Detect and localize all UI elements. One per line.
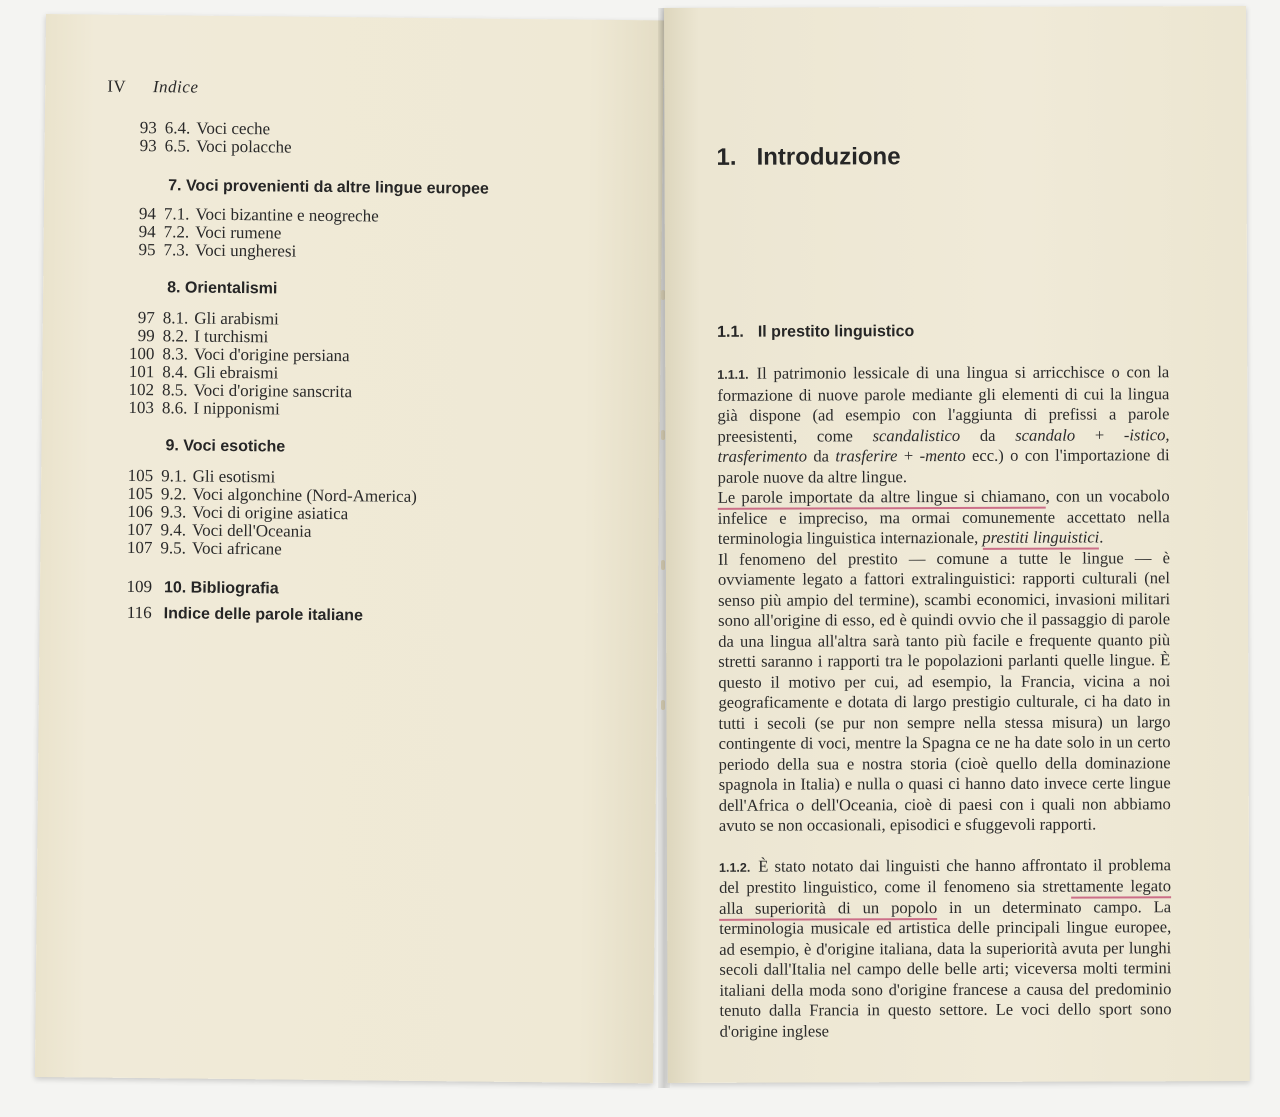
toc-entry: 100 8.3. Voci d'origine persiana xyxy=(128,343,350,366)
toc-entry: 106 9.3. Voci di origine asiatica xyxy=(127,501,349,524)
toc-entry: 105 9.2. Voci algonchine (Nord-America) xyxy=(127,483,417,506)
pen-underline: prestiti linguistici xyxy=(982,527,1099,549)
toc-entry: 107 9.4. Voci dell'Oceania xyxy=(127,519,312,541)
paragraph-1-1-2: 1.1.2. È stato notato dai linguisti che hanno affrontato il problema del prestito linguistico, come il fenomeno sia strettamente legato alla superiorità di un popolo in un determinato campo. La terminologia musicale ed artistica delle principali lingue europee, ad esempio, è d'origine italiana, data la superiorità avuta per lunghi secoli dall'Italia nel campo delle belle arti; viceversa molti termini italiani della moda sono d'origine francese a causa del predominio tenuto dalla Francia in questo settore. Le voci dello sport sono d'origine inglese xyxy=(718,854,1172,1041)
running-head-title: Indice xyxy=(152,77,199,97)
toc-entry: 97 8.1. Gli arabismi xyxy=(137,307,279,329)
section-title: 1.1. Il prestito linguistico xyxy=(717,323,915,341)
binding-stitch xyxy=(661,560,665,570)
binding-stitch xyxy=(661,700,665,710)
paragraph-2: Le parole importate da altre lingue si chiamano, con un vocabolo infelice e impreciso, ma ormai comunemente accettato nella terminologia linguistica internazionale, prestiti linguistici. xyxy=(718,486,1170,549)
binding-stitch xyxy=(661,430,665,440)
running-head xyxy=(107,77,198,98)
toc-entry: 94 7.1. Voci bizantine e neogreche xyxy=(138,203,379,226)
body-text xyxy=(717,362,1171,1042)
toc-entry: 99 8.2. I turchismi xyxy=(137,325,269,347)
left-page xyxy=(35,14,664,1083)
table-of-contents xyxy=(45,106,645,625)
toc-section-heading: 8. Orientalismi xyxy=(167,279,278,298)
page-numeral: IV xyxy=(107,76,127,96)
toc-entry: 107 9.5. Voci africane xyxy=(126,537,282,559)
toc-entry: 101 8.4. Gli ebraismi xyxy=(128,361,279,383)
right-page xyxy=(664,6,1250,1083)
toc-section-heading: 7. Voci provenienti da altre lingue europee xyxy=(168,177,489,198)
toc-entry: 102 8.5. Voci d'origine sanscrita xyxy=(128,379,353,402)
toc-entry: 95 7.3. Voci ungheresi xyxy=(138,239,297,261)
pen-underline: Le parole importate da altre lingue si chiamano xyxy=(718,487,1046,510)
toc-entry: 93 6.4. Voci ceche xyxy=(139,117,271,139)
toc-section-heading: 9. Voci esotiche xyxy=(165,437,286,456)
chapter-title: 1. Introduzione xyxy=(716,143,901,171)
toc-section-heading: 109 10. Bibliografia xyxy=(126,576,279,598)
toc-entry: 103 8.6. I nipponismi xyxy=(128,397,280,419)
toc-entry: 105 9.1. Gli esotismi xyxy=(127,465,276,487)
toc-section-heading: 116 Indice delle parole italiane xyxy=(126,602,363,625)
toc-entry: 93 6.5. Voci polacche xyxy=(139,135,292,157)
pen-underline: tamente legato alla superiorità di un popolo xyxy=(719,876,1171,920)
toc-entry: 94 7.2. Voci rumene xyxy=(138,221,282,243)
paragraph-1-1-1: 1.1.1. Il patrimonio lessicale di una lingua si arricchisce o con la formazione di nuove parole mediante gli elementi di cui la lingua già dispone (ad esempio con l'aggiunta di prefissi a parole preesistenti, come scandalistico da scandalo + -istico, trasferimento da trasferire + -mento ecc.) o con l'importazione di parole nuove da altre lingue. xyxy=(717,362,1170,487)
paragraph-3: Il fenomeno del prestito — comune a tutte le lingue — è ovviamente legato a fattori extralinguistici: rapporti culturali (nel senso più ampio del termine), scambi economici, invasioni militari sono all'origine di esso, ed è quindi ovvio che il passaggio di parole da una lingua all'altra sarà tanto più facile e frequente quanto più stretti saranno i rapporti tra le popolazioni parlanti quelle lingue. È questo il motivo per cui, ad esempio, la Francia, vicina a noi geograficamente e dotata di largo prestigio culturale, ci ha dato in tutti i secoli (se pur non sempre nella stessa misura) un largo contingente di voci, mentre la Spagna ce ne ha date solo in un certo periodo della sua e nostra storia (cioè quello della dominazione spagnola in Italia) e nulla o quasi ci hanno dato invece certe lingue dell'Africa o dell'Oceania, cioè di paesi con i quali non abbiamo avuto se non occasionali, episodici e sfuggevoli rapporti. xyxy=(717,547,1171,835)
